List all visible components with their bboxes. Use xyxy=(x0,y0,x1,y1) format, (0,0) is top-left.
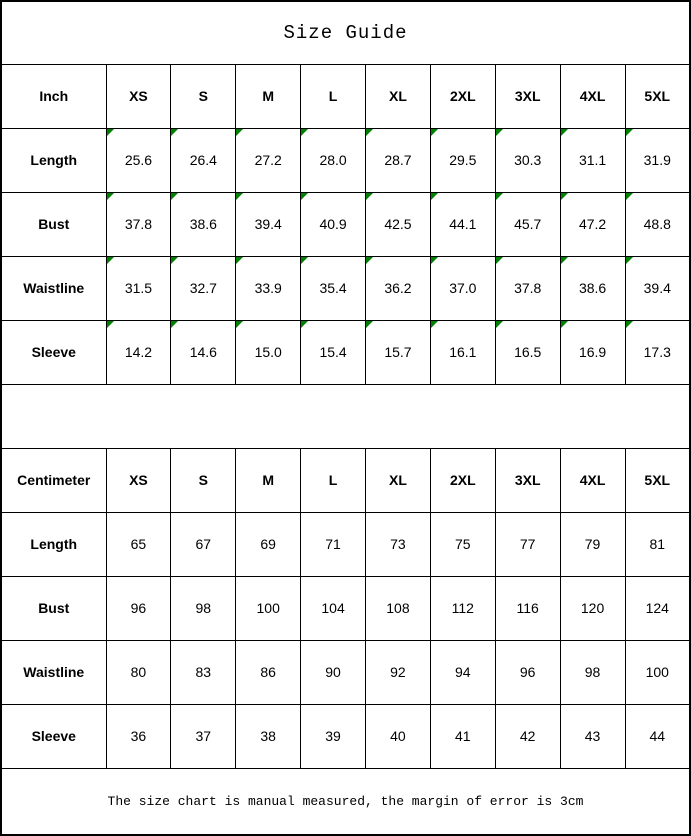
green-triangle-icon xyxy=(561,193,568,200)
value-cell xyxy=(495,576,560,640)
value-cell xyxy=(301,704,366,768)
value-cell xyxy=(625,640,690,704)
size-value: 90 xyxy=(325,664,341,680)
size-value: 108 xyxy=(386,600,410,616)
green-triangle-icon xyxy=(431,129,438,136)
row-label-cell: Bust xyxy=(1,576,106,640)
inch-table-section xyxy=(1,64,690,384)
row-length xyxy=(1,128,690,192)
size-value: 31.5 xyxy=(124,280,153,296)
size-value: 15.0 xyxy=(254,344,282,360)
value-cell xyxy=(236,512,301,576)
row-length xyxy=(1,512,690,576)
green-triangle-icon xyxy=(496,129,503,136)
green-triangle-icon xyxy=(301,257,308,264)
page-title: Size Guide xyxy=(1,1,690,64)
value-cell xyxy=(366,512,431,576)
size-value: 39.4 xyxy=(643,280,671,296)
size-value: 86 xyxy=(260,664,276,680)
size-value: 41 xyxy=(455,728,471,744)
size-value: 37.8 xyxy=(514,280,542,296)
value-cell xyxy=(625,512,690,576)
green-triangle-icon xyxy=(301,321,308,328)
column-header-m: M xyxy=(236,64,301,128)
size-value: 37.8 xyxy=(124,216,153,232)
green-triangle-icon xyxy=(366,129,373,136)
value-cell xyxy=(171,256,236,320)
column-header-l: L xyxy=(301,448,366,512)
size-value: 38.6 xyxy=(189,216,217,232)
size-value: 16.9 xyxy=(578,344,607,360)
size-value: 29.5 xyxy=(449,152,477,168)
green-triangle-icon xyxy=(496,321,503,328)
size-value: 31.1 xyxy=(578,152,607,168)
green-triangle-icon xyxy=(236,321,243,328)
size-value: 100 xyxy=(256,600,280,616)
size-value: 83 xyxy=(195,664,212,680)
value-cell xyxy=(106,128,171,192)
green-triangle-icon xyxy=(626,257,633,264)
column-header-xl: XL xyxy=(366,64,431,128)
value-cell xyxy=(625,128,690,192)
size-value: 15.7 xyxy=(384,344,412,360)
green-triangle-icon xyxy=(561,321,568,328)
size-value: 45.7 xyxy=(514,216,542,232)
green-triangle-icon xyxy=(431,257,438,264)
size-value: 33.9 xyxy=(254,280,282,296)
size-value: 38.6 xyxy=(578,280,607,296)
green-triangle-icon xyxy=(626,129,633,136)
size-value: 39.4 xyxy=(254,216,282,232)
value-cell xyxy=(171,512,236,576)
green-triangle-icon xyxy=(107,129,114,136)
size-value: 69 xyxy=(260,536,276,552)
size-value: 116 xyxy=(516,600,539,616)
size-value: 112 xyxy=(451,600,474,616)
value-cell xyxy=(366,576,431,640)
green-triangle-icon xyxy=(496,257,503,264)
size-value: 17.3 xyxy=(643,344,671,360)
value-cell xyxy=(236,256,301,320)
title-row xyxy=(1,1,690,64)
column-header-s: S xyxy=(171,64,236,128)
green-triangle-icon xyxy=(107,257,114,264)
value-cell xyxy=(560,512,625,576)
title-section xyxy=(1,1,690,64)
value-cell xyxy=(495,256,560,320)
green-triangle-icon xyxy=(561,129,568,136)
size-value: 27.2 xyxy=(254,152,282,168)
green-triangle-icon xyxy=(107,193,114,200)
size-value: 98 xyxy=(584,664,601,680)
green-triangle-icon xyxy=(366,321,373,328)
size-value: 25.6 xyxy=(124,152,153,168)
green-triangle-icon xyxy=(171,257,178,264)
column-header-2xl: 2XL xyxy=(430,448,495,512)
value-cell xyxy=(301,576,366,640)
size-value: 42 xyxy=(519,728,536,744)
green-triangle-icon xyxy=(431,321,438,328)
value-cell xyxy=(560,256,625,320)
size-value: 80 xyxy=(130,664,147,680)
value-cell xyxy=(430,704,495,768)
value-cell xyxy=(171,576,236,640)
value-cell xyxy=(236,576,301,640)
row-sleeve xyxy=(1,320,690,384)
column-header-4xl: 4XL xyxy=(560,64,625,128)
size-value: 79 xyxy=(584,536,601,552)
value-cell xyxy=(430,512,495,576)
size-value: 42.5 xyxy=(384,216,412,232)
value-cell xyxy=(366,640,431,704)
size-value: 39 xyxy=(325,728,341,744)
green-triangle-icon xyxy=(561,257,568,264)
column-header-3xl: 3XL xyxy=(495,448,560,512)
size-value: 94 xyxy=(455,664,471,680)
size-value: 73 xyxy=(390,536,406,552)
value-cell xyxy=(625,576,690,640)
column-header-4xl: 4XL xyxy=(560,448,625,512)
size-value: 40.9 xyxy=(319,216,347,232)
unit-header-centimeter: Centimeter xyxy=(1,448,106,512)
value-cell xyxy=(366,704,431,768)
value-cell xyxy=(625,704,690,768)
value-cell xyxy=(495,704,560,768)
size-value: 44 xyxy=(649,728,666,744)
green-triangle-icon xyxy=(301,193,308,200)
value-cell xyxy=(625,256,690,320)
column-header-xl: XL xyxy=(366,448,431,512)
value-cell xyxy=(106,640,171,704)
size-value: 71 xyxy=(325,536,341,552)
value-cell xyxy=(495,512,560,576)
value-cell xyxy=(495,192,560,256)
value-cell xyxy=(430,192,495,256)
size-value: 47.2 xyxy=(578,216,607,232)
green-triangle-icon xyxy=(171,321,178,328)
size-value: 43 xyxy=(584,728,601,744)
row-label-cell: Sleeve xyxy=(1,320,106,384)
value-cell xyxy=(171,192,236,256)
size-value: 16.5 xyxy=(514,344,542,360)
row-label-cell: Length xyxy=(1,128,106,192)
value-cell xyxy=(106,576,171,640)
value-cell xyxy=(236,704,301,768)
size-value: 38 xyxy=(260,728,276,744)
size-value: 120 xyxy=(580,600,605,616)
column-header-m: M xyxy=(236,448,301,512)
size-header-row xyxy=(1,64,690,128)
value-cell xyxy=(560,704,625,768)
row-waistline xyxy=(1,256,690,320)
value-cell xyxy=(301,640,366,704)
green-triangle-icon xyxy=(236,257,243,264)
size-value: 40 xyxy=(390,728,406,744)
size-value: 67 xyxy=(195,536,212,552)
green-triangle-icon xyxy=(626,321,633,328)
row-label-cell: Waistline xyxy=(1,640,106,704)
column-header-l: L xyxy=(301,64,366,128)
size-value: 31.9 xyxy=(643,152,671,168)
size-value: 77 xyxy=(519,536,536,552)
column-header-xs: XS xyxy=(106,448,171,512)
size-value: 98 xyxy=(195,600,212,616)
size-value: 26.4 xyxy=(189,152,217,168)
value-cell xyxy=(495,320,560,384)
value-cell xyxy=(301,320,366,384)
row-bust xyxy=(1,576,690,640)
value-cell xyxy=(366,320,431,384)
value-cell xyxy=(301,128,366,192)
value-cell xyxy=(171,704,236,768)
value-cell xyxy=(560,640,625,704)
value-cell xyxy=(106,320,171,384)
value-cell xyxy=(625,192,690,256)
size-header-row xyxy=(1,448,690,512)
size-value: 48.8 xyxy=(643,216,671,232)
footer-row xyxy=(1,768,690,835)
size-value: 35.4 xyxy=(319,280,347,296)
value-cell xyxy=(430,128,495,192)
value-cell xyxy=(430,640,495,704)
green-triangle-icon xyxy=(366,257,373,264)
value-cell xyxy=(495,640,560,704)
green-triangle-icon xyxy=(496,193,503,200)
size-value: 28.0 xyxy=(319,152,347,168)
green-triangle-icon xyxy=(107,321,114,328)
column-header-xs: XS xyxy=(106,64,171,128)
size-value: 14.6 xyxy=(189,344,217,360)
value-cell xyxy=(106,512,171,576)
spacer-row xyxy=(1,384,690,448)
size-value: 37.0 xyxy=(449,280,477,296)
value-cell xyxy=(236,192,301,256)
size-value: 36.2 xyxy=(384,280,412,296)
size-value: 37 xyxy=(195,728,212,744)
row-label-cell: Bust xyxy=(1,192,106,256)
footer-note: The size chart is manual measured, the margin of error is 3cm xyxy=(1,768,690,835)
row-label-cell: Length xyxy=(1,512,106,576)
value-cell xyxy=(236,640,301,704)
row-label-cell: Waistline xyxy=(1,256,106,320)
value-cell xyxy=(366,128,431,192)
value-cell xyxy=(495,128,560,192)
row-label-cell: Sleeve xyxy=(1,704,106,768)
value-cell xyxy=(430,576,495,640)
row-sleeve xyxy=(1,704,690,768)
green-triangle-icon xyxy=(366,193,373,200)
green-triangle-icon xyxy=(171,129,178,136)
column-header-s: S xyxy=(171,448,236,512)
row-waistline xyxy=(1,640,690,704)
column-header-3xl: 3XL xyxy=(495,64,560,128)
size-value: 92 xyxy=(390,664,406,680)
size-value: 30.3 xyxy=(514,152,542,168)
size-value: 32.7 xyxy=(189,280,217,296)
green-triangle-icon xyxy=(301,129,308,136)
green-triangle-icon xyxy=(236,129,243,136)
value-cell xyxy=(106,192,171,256)
value-cell xyxy=(560,576,625,640)
column-header-5xl: 5XL xyxy=(625,64,690,128)
value-cell xyxy=(560,320,625,384)
spacer-cell xyxy=(1,384,690,448)
green-triangle-icon xyxy=(626,193,633,200)
column-header-2xl: 2XL xyxy=(430,64,495,128)
value-cell xyxy=(171,128,236,192)
spacer-section xyxy=(1,384,690,448)
size-value: 75 xyxy=(455,536,471,552)
size-value: 124 xyxy=(645,600,669,616)
size-value: 28.7 xyxy=(384,152,412,168)
value-cell xyxy=(236,320,301,384)
size-value: 81 xyxy=(649,536,666,552)
value-cell xyxy=(430,256,495,320)
value-cell xyxy=(430,320,495,384)
value-cell xyxy=(560,128,625,192)
size-value: 96 xyxy=(130,600,147,616)
value-cell xyxy=(366,256,431,320)
value-cell xyxy=(301,512,366,576)
value-cell xyxy=(171,640,236,704)
value-cell xyxy=(106,256,171,320)
value-cell xyxy=(560,192,625,256)
green-triangle-icon xyxy=(171,193,178,200)
value-cell xyxy=(106,704,171,768)
size-value: 36 xyxy=(130,728,147,744)
size-value: 65 xyxy=(130,536,147,552)
value-cell xyxy=(236,128,301,192)
unit-header-inch: Inch xyxy=(1,64,106,128)
size-value: 16.1 xyxy=(449,344,477,360)
centimeter-table-section xyxy=(1,448,690,768)
column-header-5xl: 5XL xyxy=(625,448,690,512)
green-triangle-icon xyxy=(431,193,438,200)
value-cell xyxy=(171,320,236,384)
value-cell xyxy=(366,192,431,256)
value-cell xyxy=(301,192,366,256)
size-value: 100 xyxy=(645,664,669,680)
size-value: 44.1 xyxy=(449,216,477,232)
size-value: 96 xyxy=(519,664,536,680)
value-cell xyxy=(625,320,690,384)
value-cell xyxy=(301,256,366,320)
size-value: 104 xyxy=(321,600,345,616)
size-value: 15.4 xyxy=(319,344,347,360)
footer-section xyxy=(1,768,690,835)
row-bust xyxy=(1,192,690,256)
size-value: 14.2 xyxy=(124,344,153,360)
green-triangle-icon xyxy=(236,193,243,200)
